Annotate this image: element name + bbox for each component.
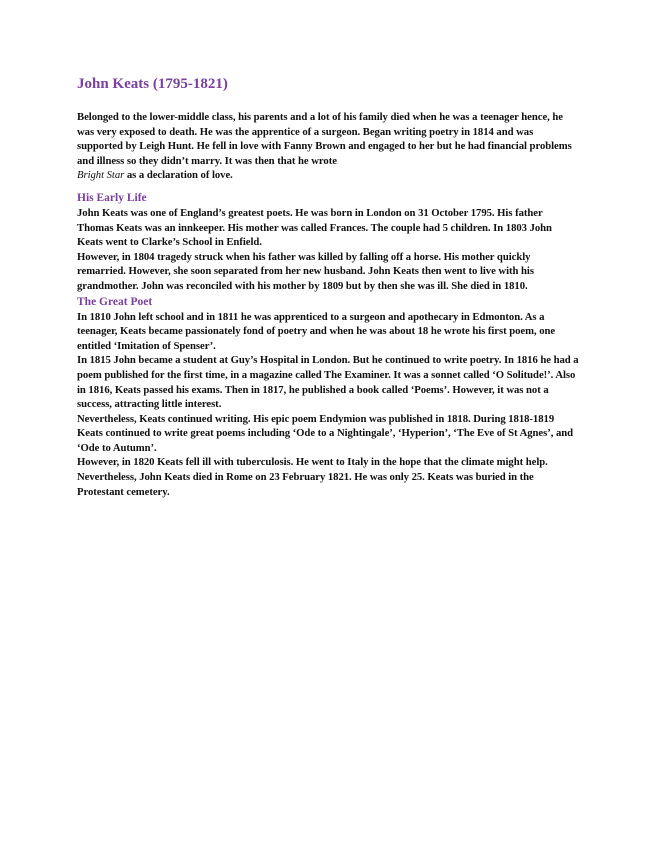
intro-paragraph bbox=[77, 110, 580, 183]
great-poet-paragraph-3: Nevertheless, Keats continued writing. His epic poem Endymion was published in 1818. During 1818-1819 Keats continued to write great poems including ‘Ode to a Nightingale’, ‘Hyperion’, ‘The Eve of St Agnes’, and ‘Ode to Autumn’. bbox=[77, 412, 574, 454]
great-poet-paragraph-4: However, in 1820 Keats fell ill with tuberculosis. He went to Italy in the hope that the climate might help. Nevertheless, John Keats died in Rome on 23 February 1821. He was only 25. Keats was buried in the Protestant cemetery. bbox=[77, 456, 548, 498]
intro-text-end: as a declaration of love. bbox=[124, 169, 233, 182]
document-page bbox=[77, 74, 580, 499]
intro-italic-title: Bright Star bbox=[77, 169, 125, 182]
early-life-paragraph-1: John Keats was one of England’s greatest poets. He was born in London on 31 October 1795. His father Thomas Keats was an innkeeper. His mother was called Frances. The couple had 5 children. In 1803 John Keats went to Clarke’s School in Enfield. bbox=[77, 206, 552, 249]
section-heading-great-poet: The Great Poet bbox=[77, 295, 153, 308]
great-poet-paragraph-2: In 1815 John became a student at Guy’s Hospital in London. But he continued to write poetry. In 1816 he had a poem published for the first time, in a magazine called The Examiner. It was a sonnet called ‘O Solitude!’. Also in 1816, Keats passed his exams. Then in 1817, he published a book called ‘Poems’. However, it was not a success, attracting little interest. bbox=[77, 354, 579, 411]
great-poet-paragraph-1: In 1810 John left school and in 1811 he was apprenticed to a surgeon and apothecary in Edmonton. As a teenager, Keats became passionately fond of poetry and when he was about 18 he wrote his first poem, one entitled ‘Imitation of Spenser’. bbox=[77, 310, 556, 352]
document-title: John Keats (1795-1821) bbox=[77, 76, 228, 92]
intro-text: Belonged to the lower-middle class, his parents and a lot of his family died when he was a teenager hence, he was very exposed to death. He was the apprentice of a surgeon. Began writing poetry in 1814 and was supported by Leigh Hunt. He fell in love with Fanny Brown and engaged to her but he had financial problems and illness so they didn’t marry. It was then that he wrote bbox=[77, 111, 572, 167]
early-life-paragraph-2: However, in 1804 tragedy struck when his father was killed by falling off a horse. His mother quickly remarried. However, she soon separated from her new husband. John Keats then went to live with his grandmother. John was reconciled with his mother by 1809 but by then she was ill. She died in 1810. bbox=[77, 250, 534, 292]
section-heading-early-life: His Early Life bbox=[77, 191, 147, 204]
